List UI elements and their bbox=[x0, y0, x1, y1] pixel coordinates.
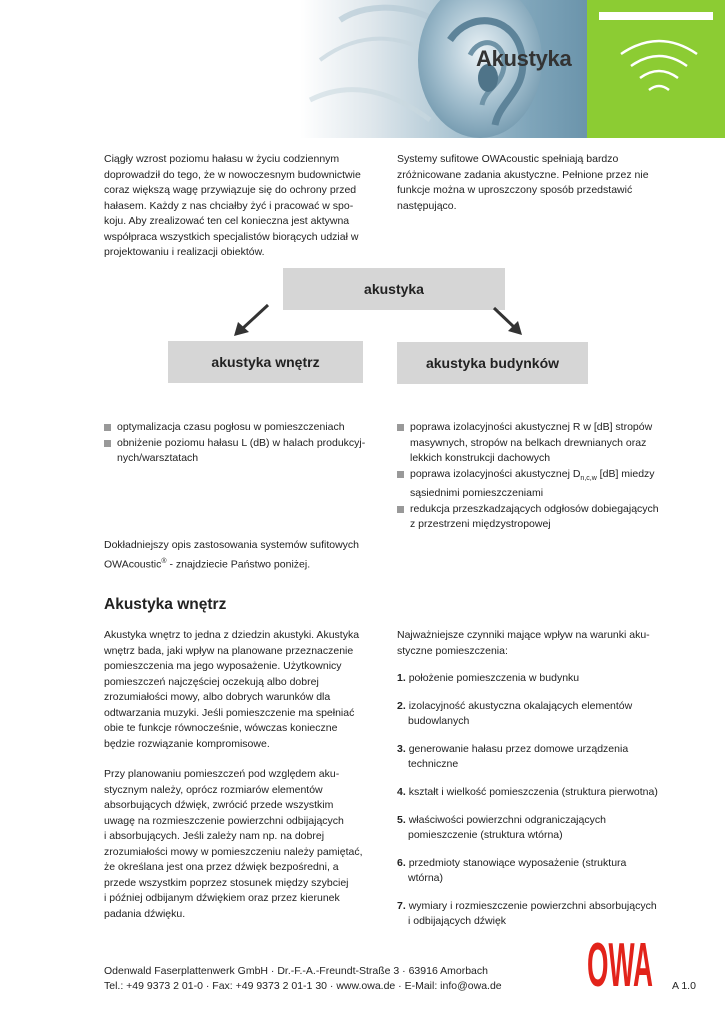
text-line: Ciągły wzrost poziomu hałasu w życiu codziennym bbox=[104, 153, 340, 165]
list-item: redukcja przeszkadzających odgłosów dobiegających z przestrzeni międzystropowej bbox=[397, 502, 667, 533]
bullets-left bbox=[104, 420, 374, 467]
section-left-text: Akustyka wnętrz to jedna z dziedzin akustyki. Akustyka wnętrz bada, jaki wpływ na planowane przeznaczenie pomieszczenia ma jego wyposażenie. Użytkownicy pomieszczeń najczęściej oczekują albo dobrej zrozumiałości mowy, albo dobrych warunków dla odtwarzania muzyki. Jeśli pomieszczenie ma spełniać obie te funkcje równocześnie, wówczas konieczne będzie rozwiązanie kompromisowe. Przy planowaniu pomieszczeń pod względem aku- stycznym należy, oprócz rozmiarów elementów absorbujących dźwięk, zwrócić przede wszystkim uwagę na rozmieszczenie powierzchni odbijających i absorbujących. Jeśli zależy nam np. na dobrej zrozumiałości mowy w pomieszczeniu należy pamiętać, że określana jest ona przez dźwięk bezpośredni, a przede wszystkim poprzez stosunek między szybciej i później odbijanym dźwiękiem oraz przez kierunek padania dźwięku. bbox=[104, 629, 363, 920]
footer: Odenwald Faserplattenwerk GmbH · Dr.-F.-A.-Freundt-Straße 3 · 63916 Amorbach Tel.: +49 9373 2 01-0 · Fax: +49 9373 2 01-1 30 · www.owa.de · E-Mail: info@owa.de bbox=[104, 965, 502, 992]
intro-left-text bbox=[104, 152, 374, 261]
intro-right-text bbox=[397, 152, 667, 214]
sound-waves-icon bbox=[617, 32, 702, 100]
header-accent-panel bbox=[587, 0, 725, 138]
owa-logo bbox=[586, 928, 654, 992]
list-item: 7. wymiary i rozmieszczenie powierzchni absorbujących i odbijających dźwięk bbox=[397, 900, 657, 927]
text-line: funkcje można w uproszczony sposób przedstawić bbox=[397, 184, 633, 196]
page-number: A 1.0 bbox=[672, 980, 696, 992]
factors-list bbox=[397, 671, 667, 942]
arrow-down-right-icon bbox=[488, 303, 528, 339]
bullets-right bbox=[397, 420, 667, 533]
note-text: Dokładniejszy opis zastosowania systemów sufitowych OWAcoustic® - znajdziecie Państwo poniżej. bbox=[104, 539, 360, 570]
text-line: projektowaniu i realizacji obiektów. bbox=[104, 246, 265, 258]
section-heading: Akustyka wnętrz bbox=[104, 596, 227, 613]
list-item: obniżenie poziomu hałasu L (dB) w halach produkcyj- nych/warsztatach bbox=[104, 436, 374, 467]
header-white-bar bbox=[599, 12, 713, 20]
list-item: poprawa izolacyjności akustycznej $D_{n,c,w}$ [dB] miedzy sąsiednimi pomieszczeniami bbox=[397, 467, 667, 502]
list-item: 3. generowanie hałasu przez domowe urządzenia techniczne bbox=[397, 743, 629, 770]
diagram-box-akustyka-budynkow: akustyka budynków bbox=[397, 342, 588, 384]
text-line: coraz większą wagę przywiązuje się do ochrony przed bbox=[104, 184, 357, 196]
text-line: następująco. bbox=[397, 199, 457, 212]
list-item: 6. przedmioty stanowiące wyposażenie (struktura wtórna) bbox=[397, 857, 627, 884]
text-line: doprowadził do tego, że w nowoczesnym budownictwie bbox=[104, 168, 361, 181]
list-item: optymalizacja czasu pogłosu w pomieszczeniach bbox=[104, 420, 374, 436]
text-line: koju. Aby zrealizować ten cel konieczna jest aktywna bbox=[104, 215, 350, 227]
list-item: 1. położenie pomieszczenia w budynku bbox=[397, 672, 580, 684]
text-line: Systemy sufitowe OWAcoustic spełniają bardzo bbox=[397, 153, 619, 165]
list-item: 5. właściwości powierzchni odgraniczających pomieszczenie (struktura wtórna) bbox=[397, 814, 606, 841]
text-line: współpraca wszystkich specjalistów biorących udział w bbox=[104, 230, 359, 243]
arrow-down-left-icon bbox=[228, 300, 278, 340]
list-item: 4. kształt i wielkość pomieszczenia (struktura pierwotna) bbox=[397, 786, 658, 798]
text-line: hałasem. Każdy z nas chciałby żyć i pracować w spo- bbox=[104, 199, 354, 212]
svg-text:OWA: OWA bbox=[587, 931, 653, 992]
text-line: zróżnicowane zadania akustyczne. Pełnione przez nie bbox=[397, 168, 649, 181]
list-item: poprawa izolacyjności akustycznej R w [dB] stropów masywnych, stropów na belkach drewnianych oraz lekkich konstrukcji dachowych bbox=[397, 420, 667, 467]
section-right-text: Najważniejsze czynniki mające wpływ na warunki aku- styczne pomieszczenia: bbox=[397, 629, 650, 657]
list-item: 2. izolacyjność akustyczna okalających elementów budowlanych bbox=[397, 700, 633, 727]
page-title: Akustyka bbox=[476, 46, 572, 71]
diagram-box-akustyka-wnetrz: akustyka wnętrz bbox=[168, 341, 363, 383]
diagram-box-akustyka: akustyka bbox=[283, 268, 505, 310]
